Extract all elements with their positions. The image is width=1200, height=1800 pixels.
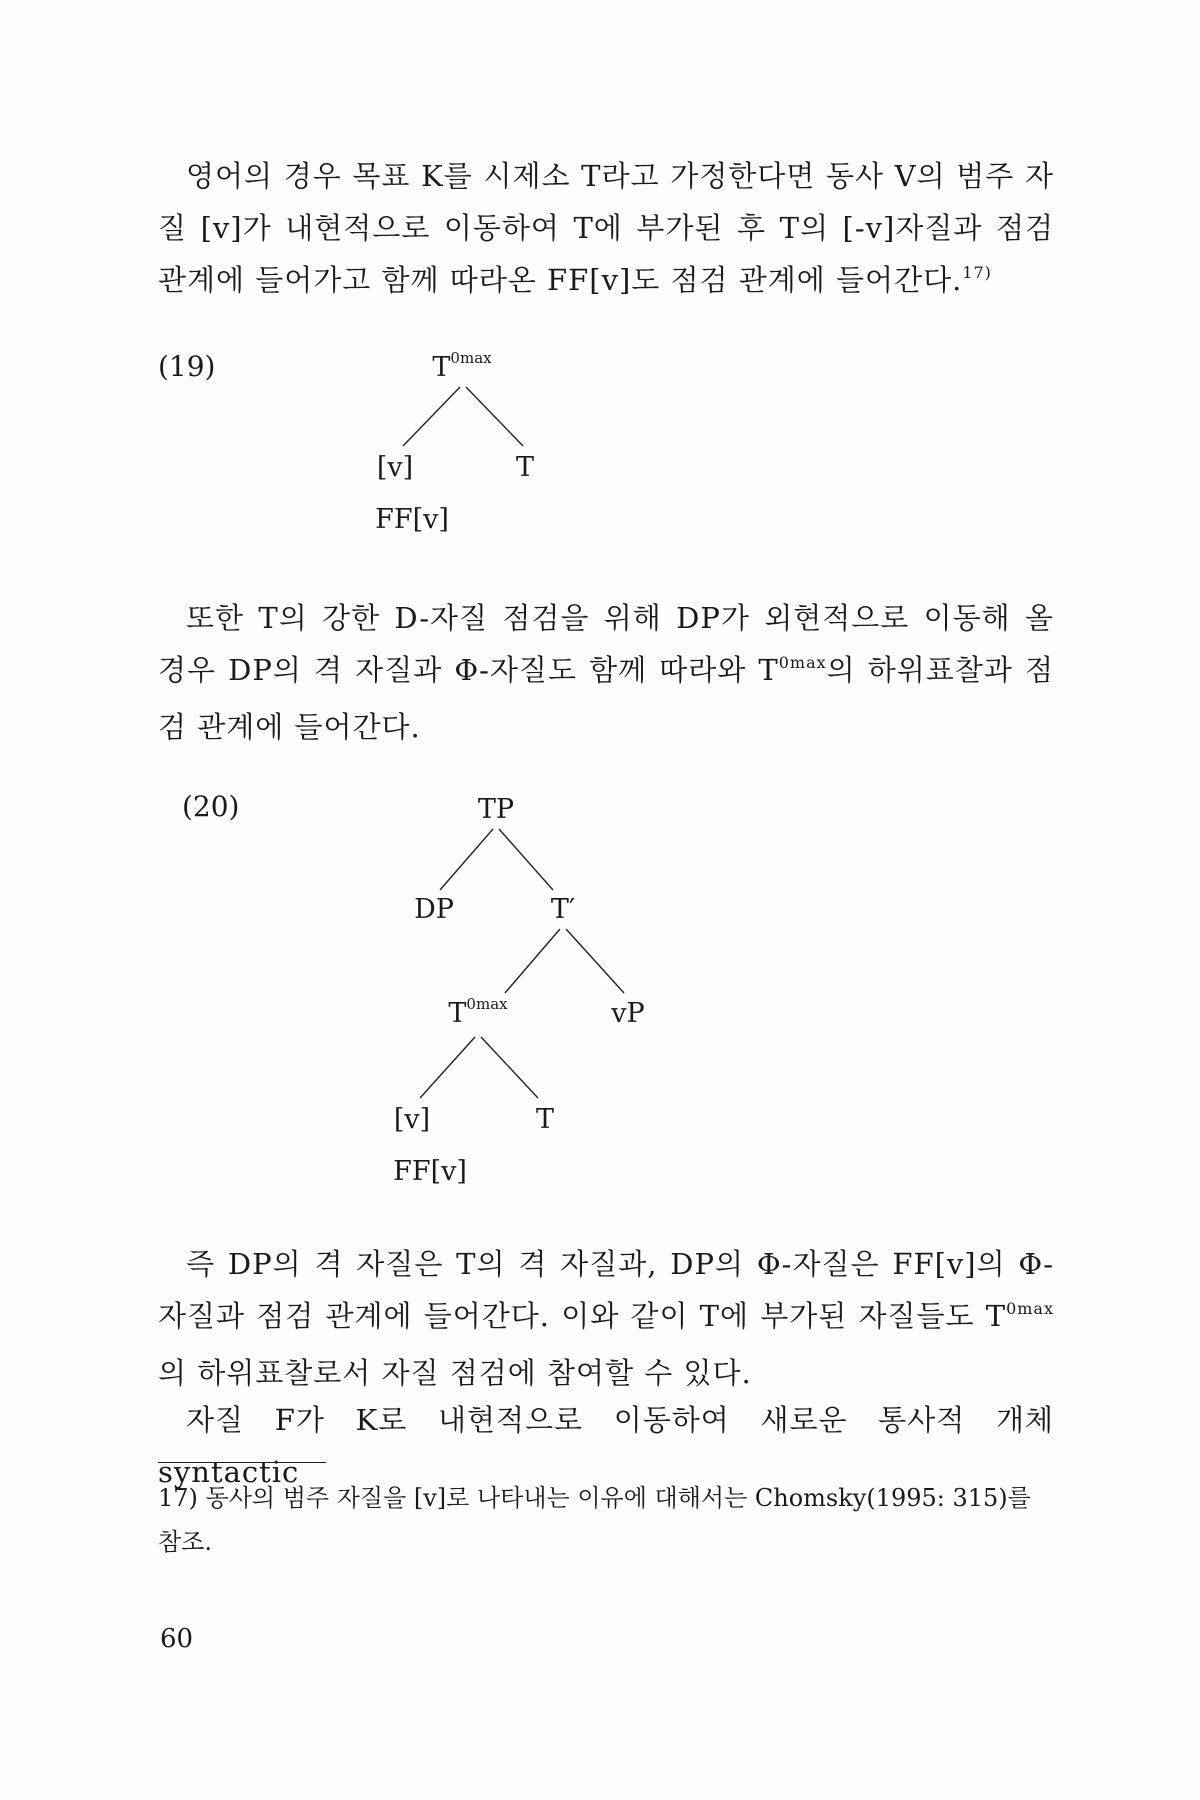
edge-tp-tbar	[499, 829, 553, 890]
paragraph-4: 자질 F가 K로 내현적으로 이동하여 새로운 통사적 개체 syntactic	[158, 1403, 1054, 1489]
edge-tbar-vp	[566, 929, 624, 993]
node-t0max-20: $T^{0max}$	[448, 995, 508, 1029]
node-ffv-19: FF[v]	[375, 504, 449, 535]
example-20-number: (20)	[182, 790, 240, 823]
edge-t0max-v	[420, 1037, 475, 1098]
node-vp: vP	[611, 998, 645, 1029]
node-ffv-20: FF[v]	[393, 1156, 467, 1187]
node-t0max-19: $T^{0max}$	[432, 349, 492, 383]
node-v-feature-19: [v]	[376, 452, 414, 483]
paragraph-3: 즉 DP의 격 자질은 T의 격 자질과, DP의 Φ-자질은 FF[v]의 Φ-자질과 점검 관계에 들어간다. 이와 같이 T에 부가된 자질들도 $T^{0max}$의 하위표찰로서 자질 점검에 참여할 수 있다.	[158, 1247, 1054, 1390]
node-dp: DP	[414, 894, 454, 925]
node-tp: TP	[477, 794, 515, 825]
node-v-feature-20: [v]	[393, 1104, 431, 1135]
node-t-19: T	[515, 452, 535, 483]
paragraph-2: 또한 T의 강한 D-자질 점검을 위해 DP가 외현적으로 이동해 올 경우 DP의 격 자질과 Φ-자질도 함께 따라와 $T^{0max}$의 하위표찰과 점검 관계에 들어간다.	[158, 601, 1054, 744]
edge-tp-dp	[440, 829, 493, 890]
node-tbar: T′	[550, 894, 576, 925]
example-19-number: (19)	[158, 350, 216, 383]
footnote-17: 17) 동사의 범주 자질을 [v]로 나타내는 이유에 대해서는 Chomsky(1995: 315)를 참조.	[158, 1484, 1031, 1556]
edge-tbar-t0max	[505, 929, 560, 993]
node-t-20: T	[535, 1104, 555, 1135]
footnote-divider	[158, 1462, 326, 1463]
edge-t0max-t	[481, 1037, 538, 1098]
paragraph-1: 영어의 경우 목표 K를 시제소 T라고 가정한다면 동사 V의 범주 자질 [v]가 내현적으로 이동하여 T에 부가된 후 T의 [-v]자질과 점검 관계에 들어가고 함께 따라온 FF[v]도 점검 관계에 들어간다.$^{17)}$	[158, 159, 1054, 297]
page-number: 60	[160, 1624, 194, 1654]
footnote-ref-17[interactable]: 17)	[962, 263, 992, 282]
